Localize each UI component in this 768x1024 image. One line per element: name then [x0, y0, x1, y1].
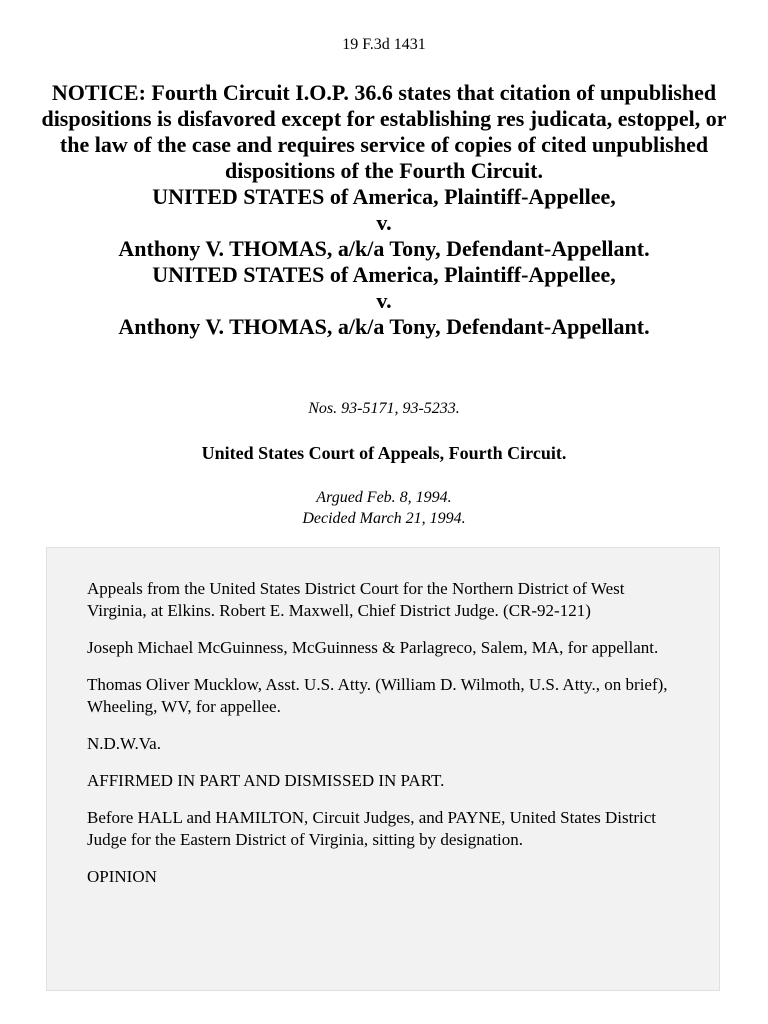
case-details-panel [46, 547, 720, 991]
party-line-defendant-1: Anthony V. THOMAS, a/k/a Tony, Defendant-Appellant. [118, 236, 650, 261]
opinion-label: OPINION [87, 867, 157, 886]
party-line-defendant-2: Anthony V. THOMAS, a/k/a Tony, Defendant-Appellant. [118, 314, 650, 339]
decided-date: Decided March 21, 1994. [302, 510, 466, 527]
party-line-plaintiff-1: UNITED STATES of America, Plaintiff-Appellee, [152, 184, 616, 209]
case-heading [40, 80, 728, 340]
appeal-from-text: Appeals from the United States District Court for the Northern District of West Virginia, at Elkins. Robert E. Maxwell, Chief District Judge. (CR-92-121) [87, 579, 625, 620]
disposition-text: AFFIRMED IN PART AND DISMISSED IN PART. [87, 771, 445, 790]
case-details-content [87, 578, 687, 903]
appellant-counsel-text: Joseph Michael McGuinness, McGuinness & Parlagreco, Salem, MA, for appellant. [87, 638, 659, 657]
court-name: United States Court of Appeals, Fourth Circuit. [201, 443, 567, 463]
docket-numbers: Nos. 93-5171, 93-5233. [308, 400, 460, 417]
case-dates [0, 487, 768, 529]
versus-2: v. [376, 288, 392, 313]
argued-date: Argued Feb. 8, 1994. [316, 489, 452, 506]
citation: 19 F.3d 1431 [342, 36, 426, 53]
notice-text: NOTICE: Fourth Circuit I.O.P. 36.6 states that citation of unpublished dispositions is disfavored except for establishing res judicata, estoppel, or the law of the case and requires service of copies of cited unpublished dispositions of the Fourth Circuit. [41, 80, 727, 183]
party-line-plaintiff-2: UNITED STATES of America, Plaintiff-Appellee, [152, 262, 616, 287]
district-text: N.D.W.Va. [87, 734, 161, 753]
judges-text: Before HALL and HAMILTON, Circuit Judges, and PAYNE, United States District Judge for the Eastern District of Virginia, sitting by designation. [87, 808, 656, 849]
appellee-counsel-text: Thomas Oliver Mucklow, Asst. U.S. Atty. (William D. Wilmoth, U.S. Atty., on brief), Wheeling, WV, for appellee. [87, 675, 668, 716]
versus-1: v. [376, 210, 392, 235]
